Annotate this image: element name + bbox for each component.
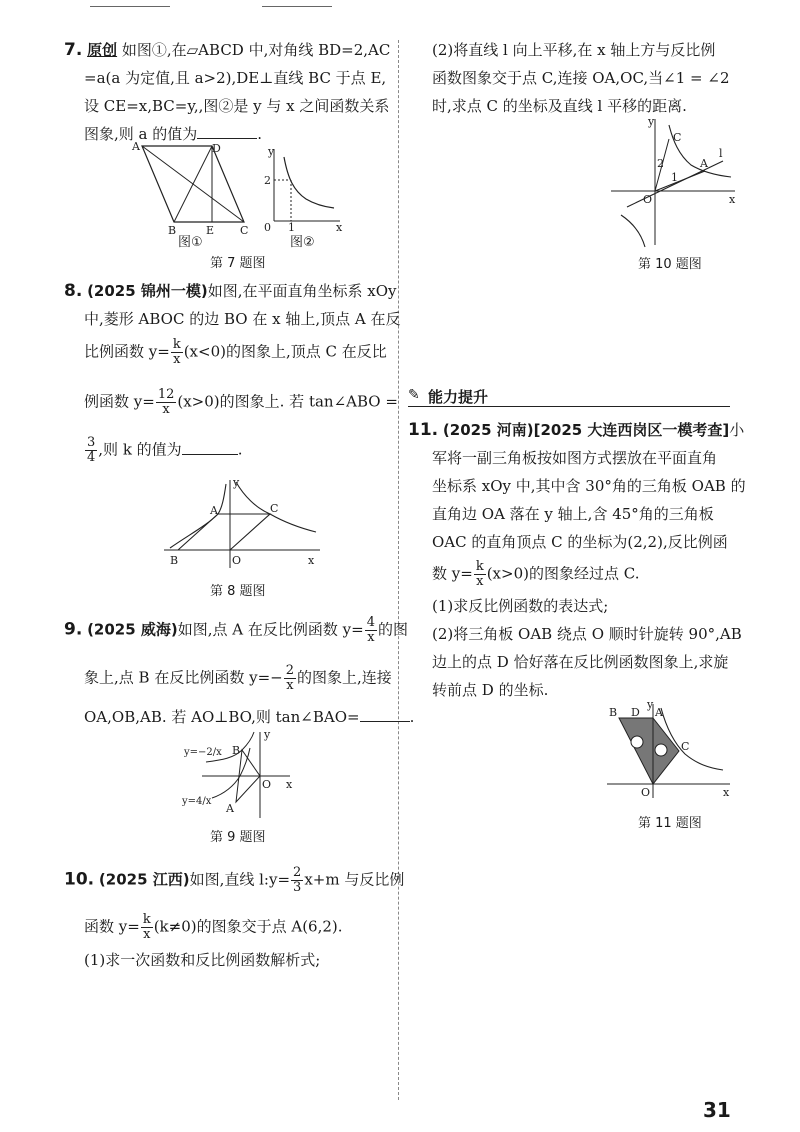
q10-part1: (1)求一次函数和反比例函数解析式; — [84, 951, 321, 969]
q10-label-c: C — [673, 131, 682, 144]
q9-number: 9. — [64, 619, 83, 640]
q11-part2-line3: 转前点 D 的坐标. — [432, 681, 549, 699]
q7-label-d: D — [212, 142, 221, 155]
q11-caption: 第 11 题图 — [638, 816, 702, 831]
q11-label-b: B — [609, 706, 618, 719]
q9-text2a: 象上,点 B 在反比例函数 y=− — [84, 668, 283, 687]
q8-caption: 第 8 题图 — [210, 584, 266, 599]
q8-frac1 — [171, 338, 183, 367]
top-rule-left — [90, 6, 170, 7]
q7-line4: 图象,则 a 的值为 . — [84, 125, 263, 143]
q8-frac2-den: x — [162, 402, 170, 417]
q7-label-b: B — [168, 224, 177, 237]
q8-source: (2025 锦州一模) — [87, 282, 208, 300]
q10-frac1 — [291, 866, 303, 895]
page-number: 31 — [703, 1098, 731, 1122]
q7-label-a: A — [132, 140, 140, 153]
q10-part2-line1: (2)将直线 l 向上平移,在 x 轴上方与反比例 — [432, 41, 716, 59]
q7-caption: 第 7 题图 — [210, 256, 266, 271]
q7-label-c: C — [240, 224, 249, 237]
q7-text4: 图象,则 a 的值为 — [84, 125, 198, 143]
q11-source2: [2025 大连西岗区一模考查] — [533, 421, 730, 439]
q8-figure — [160, 478, 325, 573]
q11-line5: OAC 的直角顶点 C 的坐标为(2,2),反比例函 — [432, 533, 728, 551]
q9-label-a: A — [226, 802, 234, 815]
q8-text5: ,则 k 的值为 — [98, 440, 182, 459]
q8-rhombus — [178, 514, 270, 550]
q10-label-o: O — [643, 193, 653, 206]
q11-source1: (2025 河南) — [442, 421, 534, 439]
q8-label-x: x — [308, 554, 315, 567]
q7-label-e: E — [206, 224, 215, 237]
q10-frac2-den: x — [143, 927, 151, 942]
q10-frac1-num: 2 — [293, 865, 302, 880]
q8-line4 — [84, 388, 398, 417]
q8-text4a: 例函数 y= — [84, 392, 155, 411]
q9-line1 — [64, 616, 408, 645]
q9-label-b: B — [232, 744, 241, 757]
q10-caption: 第 10 题图 — [638, 257, 702, 272]
q11-frac-den: x — [476, 574, 484, 589]
q10-frac1-den: 3 — [293, 880, 302, 895]
section-title: 能力提升 — [428, 388, 489, 406]
q11-text1: 小 — [729, 421, 745, 439]
q8-line3 — [84, 338, 387, 367]
q10-label-2: 2 — [657, 157, 664, 170]
q11-frac-num: k — [475, 559, 484, 574]
q7-tag: 原创 — [87, 41, 118, 59]
q7-fig1-label: 图① — [178, 235, 203, 250]
q11-part2-line1: (2)将三角板 OAB 绕点 O 顺时针旋转 90°,AB — [432, 625, 742, 643]
q7-line3: 设 CE=x,BC=y,,图②是 y 与 x 之间函数关系 — [84, 97, 390, 115]
q9-caption: 第 9 题图 — [210, 830, 266, 845]
q7-fig2-origin: 0 — [264, 221, 271, 234]
q8-frac3 — [85, 436, 97, 465]
q10-part2-line3: 时,求点 C 的坐标及直线 l 平移的距离. — [432, 97, 687, 115]
q10-text1a: 如图,直线 l:y= — [189, 870, 291, 889]
q7-fig2-label: 图② — [290, 235, 315, 250]
q7-fig2-one: 1 — [288, 221, 295, 234]
q10-line2 — [84, 913, 343, 942]
q11-part1: (1)求反比例函数的表达式; — [432, 597, 609, 615]
q9-label-y: y — [264, 728, 271, 741]
q7-fig2-two: 2 — [264, 174, 271, 187]
section-header — [408, 386, 730, 407]
q11-label-c: C — [681, 740, 690, 753]
q9-frac1-num: 4 — [366, 615, 375, 630]
q9-line2 — [84, 664, 392, 693]
q11-text6b: (x>0)的图象经过点 C. — [486, 564, 640, 583]
q8-label-o: O — [232, 554, 242, 567]
q10-line1 — [64, 866, 404, 895]
q8-label-c: C — [270, 502, 279, 515]
q7-line2: =a(a 为定值,且 a>2),DE⊥直线 BC 于点 E, — [84, 69, 387, 87]
q10-part2-line2: 函数图象交于点 C,连接 OA,OC,当∠1 = ∠2 — [432, 69, 730, 87]
q9-text1b: 的图 — [378, 620, 409, 639]
q10-curve-left — [621, 215, 645, 247]
q11-line3: 坐标系 xOy 中,其中含 30°角的三角板 OAB 的 — [432, 477, 746, 495]
q10-figure — [605, 115, 740, 250]
q10-label-x: x — [729, 193, 736, 206]
q10-source: (2025 江西) — [98, 870, 190, 889]
q7-text1: 如图①,在▱ABCD 中,对角线 BD=2,AC — [121, 41, 391, 59]
q11-frac — [474, 560, 486, 589]
q11-hole-1 — [631, 736, 643, 748]
q11-label-d: D — [631, 706, 640, 719]
q8-frac3-num: 3 — [87, 435, 96, 450]
q7-line1 — [64, 40, 390, 60]
q8-text1: 如图,在平面直角坐标系 xOy — [207, 282, 397, 300]
q11-label-o: O — [641, 786, 651, 799]
q9-source: (2025 威海) — [87, 620, 178, 639]
q8-frac1-num: k — [172, 337, 181, 352]
q11-part2-line2: 边上的点 D 恰好落在反比例函数图象上,求旋 — [432, 653, 729, 671]
q9-frac1-den: x — [367, 630, 375, 645]
q8-text3a: 比例函数 y= — [84, 342, 170, 361]
q9-label-fn-b: y=−2/x — [184, 747, 222, 758]
q9-text1a: 如图,点 A 在反比例函数 y= — [177, 620, 364, 639]
q11-triangle-oab — [619, 718, 653, 784]
q8-line1 — [64, 281, 397, 301]
q9-answer-blank[interactable] — [360, 707, 410, 722]
q8-text3b: (x<0)的图象上,顶点 C 在反比 — [183, 342, 387, 361]
q8-line2: 中,菱形 ABOC 的边 BO 在 x 轴上,顶点 A 在反 — [84, 310, 401, 328]
q8-frac1-den: x — [173, 352, 181, 367]
q9-label-fn-a: y=4/x — [182, 796, 212, 807]
q11-line1 — [408, 420, 744, 440]
q9-frac2-num: 2 — [285, 663, 294, 678]
q7-diagonal-bd — [174, 146, 212, 222]
q9-label-x: x — [286, 778, 293, 791]
q8-label-b: B — [170, 554, 179, 567]
q9-figure — [182, 728, 297, 820]
column-divider — [398, 40, 399, 1100]
q8-frac2 — [156, 388, 177, 417]
q7-fig2-x: x — [336, 221, 343, 234]
q11-number: 11. — [408, 420, 439, 440]
q8-text4b: (x>0)的图象上. 若 tan∠ABO = — [177, 392, 398, 411]
q11-line6 — [432, 560, 639, 589]
q8-number: 8. — [64, 281, 83, 301]
q10-segment-oa — [655, 171, 705, 191]
q8-answer-blank[interactable] — [182, 440, 238, 455]
q9-frac2 — [284, 664, 296, 693]
q11-line2: 军将一副三角板按如图方式摆放在平面直角 — [432, 449, 718, 467]
q8-label-a: A — [210, 504, 218, 517]
q7-figure1 — [128, 140, 258, 235]
q11-line4: 直角边 OA 落在 y 轴上,含 45°角的三角板 — [432, 505, 714, 523]
q7-number: 7. — [64, 40, 83, 60]
q11-label-x: x — [723, 786, 730, 799]
q9-frac1 — [365, 616, 377, 645]
q11-text6a: 数 y= — [432, 564, 473, 583]
q10-label-l: l — [719, 147, 723, 160]
q10-text1b: x+m 与反比例 — [304, 870, 405, 889]
q8-frac2-num: 12 — [157, 387, 175, 402]
q11-label-a: A — [655, 706, 663, 719]
q9-frac2-den: x — [286, 678, 294, 693]
q11-hole-2 — [655, 744, 667, 756]
q8-line5: $\frac{3}{4}$ ,则 k 的值为 . — [87, 435, 243, 465]
q9-text3: OA,OB,AB. 若 AO⊥BO,则 tan∠BAO= — [84, 708, 360, 726]
q8-label-y: y — [233, 476, 240, 489]
q7-fig2-y: y — [268, 145, 275, 158]
q7-figure2 — [262, 143, 347, 233]
q9-text2b: 的图象上,连接 — [297, 668, 392, 687]
q10-label-1: 1 — [671, 171, 678, 184]
q10-label-a: A — [700, 157, 708, 170]
q10-line-l — [627, 161, 723, 207]
top-rule-right — [262, 6, 332, 7]
q10-frac2-num: k — [142, 912, 151, 927]
q9-label-o: O — [262, 778, 272, 791]
q11-figure — [605, 698, 735, 802]
q10-text2b: (k≠0)的图象交于点 A(6,2). — [153, 917, 343, 936]
q11-label-y: y — [647, 698, 654, 711]
q10-label-y: y — [648, 115, 655, 128]
q7-answer-blank[interactable] — [197, 124, 257, 139]
q10-text2a: 函数 y= — [84, 917, 140, 936]
q9-line3: OA,OB,AB. 若 AO⊥BO,则 tan∠BAO= . — [84, 708, 415, 726]
q10-frac2 — [141, 913, 153, 942]
pencil-icon: ✎ — [408, 387, 420, 403]
q10-number: 10. — [64, 869, 95, 890]
q8-frac3-den: 4 — [87, 450, 96, 465]
